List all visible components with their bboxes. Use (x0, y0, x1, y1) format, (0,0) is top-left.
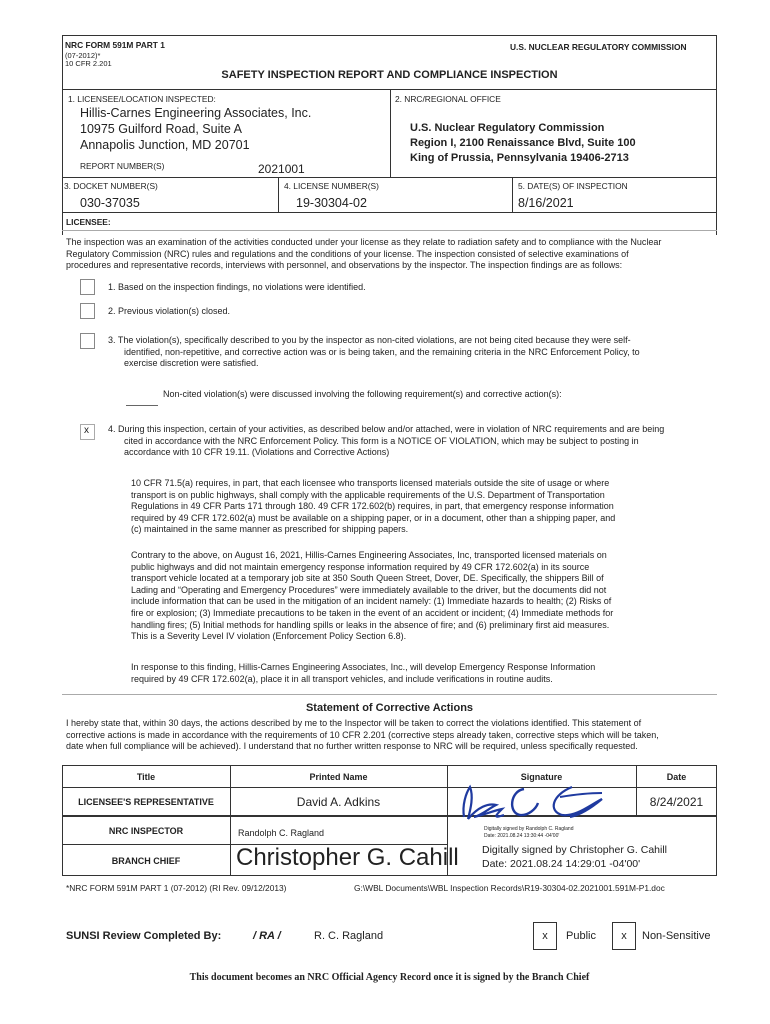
rep-title: LICENSEE'S REPRESENTATIVE (78, 797, 214, 807)
ra-mark: / RA / (253, 930, 281, 942)
form-date: (07-2012)* (65, 51, 101, 60)
licensee-label: 1. LICENSEE/LOCATION INSPECTED: (68, 94, 216, 104)
violation-requirement: 10 CFR 71.5(a) requires, in part, that each licensee who transports licensed materials outside the site of usage or where transport is on public highways, shall comply with the applicable requirements of the U.S. Department of Transportation Regulations in 49 CFR Parts 171 through 180. 49 CFR 172.602(b) requires, in part, that emergency response information required by 49 CFR 172.602(a) must be available on a shipping paper, or in a document, other than a shipping paper, and (c) maintained in the same manner as prescribed for shipping papers. (131, 478, 616, 535)
intro-paragraph: The inspection was an examination of the activities conducted under your license as they relate to radiation safety and to compliance with the Nuclear Regulatory Commission (NRC) rules and regulations and the conditions of your license. The inspection consisted of selective examinations of procedures and representative records, interviews with personnel, and observations by the inspector. The inspection findings are as follows: (66, 237, 662, 271)
license-label: 4. LICENSE NUMBER(S) (284, 181, 379, 191)
office-line2: Region I, 2100 Renaissance Blvd, Suite 100 (410, 137, 636, 149)
chief-title: BRANCH CHIEF (111, 856, 181, 866)
violation-description: Contrary to the above, on August 16, 2021, Hillis-Carnes Engineering Associates, Inc, transported licensed materials on public highways and did not maintain emergency response information required by 49 CFR 172.602(a) in its source transport vehicle located at a temporary job site at 350 South Queen Street, Dover, DE. Specifically, the shippers Bill of Lading and “Operating and Emergency Procedures” were immediately available to the driver, but the documents did not include information that can be used in the mitigation of an incident namely: (1) Immediate hazards to health; (2) Risks of fire or explosion; (3) Immediate precautions to be taken in the event of an accident or incident; (4) Immediate methods for handling fires; (5) Initial methods for handling spills or leaks in the absence of fire; and (6) preliminary first aid measures. This is a Severity Level IV violation (Enforcement Policy Section 6.8). (131, 550, 614, 642)
form-reference: *NRC FORM 591M PART 1 (07-2012) (RI Rev. 09/12/2013) (66, 883, 287, 893)
license-number: 19-30304-02 (296, 196, 367, 210)
form-cfr: 10 CFR 2.201 (65, 59, 112, 68)
form-name: NRC FORM 591M PART 1 (65, 40, 165, 50)
docket-label: 3. DOCKET NUMBER(S) (64, 181, 158, 191)
report-number-label: REPORT NUMBER(S) (80, 161, 165, 171)
header-printed-name: Printed Name (309, 772, 368, 782)
licensee-section-label: LICENSEE: (66, 217, 111, 227)
item3-text: 3. The violation(s), specifically described to you by the inspector as non-cited violations, are not being cited because they were self- identified, non-repetitive, and corrective action was or is being taken, and the remaining criteria in the NRC Enforcement Policy, to exercise discretion were satisfied. (108, 335, 640, 369)
inspection-date-label: 5. DATE(S) OF INSPECTION (518, 181, 628, 191)
corrective-title: Statement of Corrective Actions (305, 702, 474, 714)
rep-date: 8/24/2021 (649, 795, 704, 809)
docket-number: 030-37035 (80, 196, 140, 210)
corrective-text: I hereby state that, within 30 days, the actions described by me to the Inspector will be taken to correct the violations identified. This statement of corrective actions is made in accordance with the requirements of 10 CFR 2.201 (corrective steps already taken, corrective steps which will be taken, date when full compliance will be achieved). I understand that no further written response to NRC will be required, unless specifically requested. (66, 718, 659, 752)
noncited-text: Non-cited violation(s) were discussed involving the following requirement(s) and corrective action(s): (163, 389, 562, 399)
header-title: Title (136, 772, 156, 782)
rep-signature (452, 775, 622, 825)
item4-check-mark: x (84, 425, 89, 436)
inspection-date: 8/16/2021 (518, 196, 574, 210)
report-title: SAFETY INSPECTION REPORT AND COMPLIANCE INSPECTION (221, 69, 558, 81)
inspector-signature-line2: Date: 2021.08.24 13:30:44 -04'00' (484, 833, 560, 839)
licensee-name: Hillis-Carnes Engineering Associates, Inc. (80, 106, 312, 120)
agency-name: U.S. NUCLEAR REGULATORY COMMISSION (510, 42, 687, 52)
inspector-name: Randolph C. Ragland (238, 828, 325, 838)
item4-text: 4. During this inspection, certain of your activities, as described below and/or attached, were in violation of NRC requirements and are being cited in accordance with the NRC Enforcement Policy. This form is a NOTICE OF VIOLATION, which may be subject to posting in accordance with 10 CFR 19.11. (Violations and Corrective Actions) (108, 424, 665, 458)
office-line1: U.S. Nuclear Regulatory Commission (410, 122, 605, 134)
violation-response: In response to this finding, Hillis-Carnes Engineering Associates, Inc., will develop Emergency Response Information required by 49 CFR 172.602(a), place it in all transport vehicles, and include verifications in routine audits. (131, 662, 596, 684)
chief-name: Christopher G. Cahill (236, 844, 459, 871)
office-label: 2. NRC/REGIONAL OFFICE (395, 94, 501, 104)
item4-checkbox[interactable] (80, 424, 95, 440)
chief-signature-line1: Digitally signed by Christopher G. Cahill (482, 844, 667, 856)
nonsensitive-checkbox[interactable]: x (612, 922, 636, 950)
report-number: 2021001 (258, 162, 305, 176)
header-signature: Signature (520, 772, 563, 782)
public-checkbox[interactable]: x (533, 922, 557, 950)
item3-checkbox[interactable] (80, 333, 95, 349)
rep-name: David A. Adkins (296, 795, 381, 809)
sunsi-label: SUNSI Review Completed By: (66, 930, 222, 942)
office-line3: King of Prussia, Pennsylvania 19406-2713 (410, 152, 629, 164)
item1-text: 1. Based on the inspection findings, no violations were identified. (108, 282, 366, 292)
reviewer-name: R. C. Ragland (314, 930, 384, 942)
inspector-title: NRC INSPECTOR (108, 826, 184, 836)
public-label: Public (566, 930, 596, 942)
official-record-note: This document becomes an NRC Official Agency Record once it is signed by the Branch Chief (189, 972, 590, 983)
item1-checkbox[interactable] (80, 279, 95, 295)
item2-text: 2. Previous violation(s) closed. (108, 306, 231, 316)
inspector-signature-line1: Digitally signed by Randolph C. Ragland (484, 826, 574, 832)
licensee-address2: Annapolis Junction, MD 20701 (80, 138, 250, 152)
nonsensitive-label: Non-Sensitive (642, 930, 711, 942)
item2-checkbox[interactable] (80, 303, 95, 319)
header-date: Date (666, 772, 687, 782)
licensee-address1: 10975 Guilford Road, Suite A (80, 122, 242, 136)
document-path: G:\WBL Documents\WBL Inspection Records\R19-30304-02.2021001.591M-P1.doc (354, 883, 665, 893)
chief-signature-line2: Date: 2021.08.24 14:29:01 -04'00' (482, 858, 641, 870)
